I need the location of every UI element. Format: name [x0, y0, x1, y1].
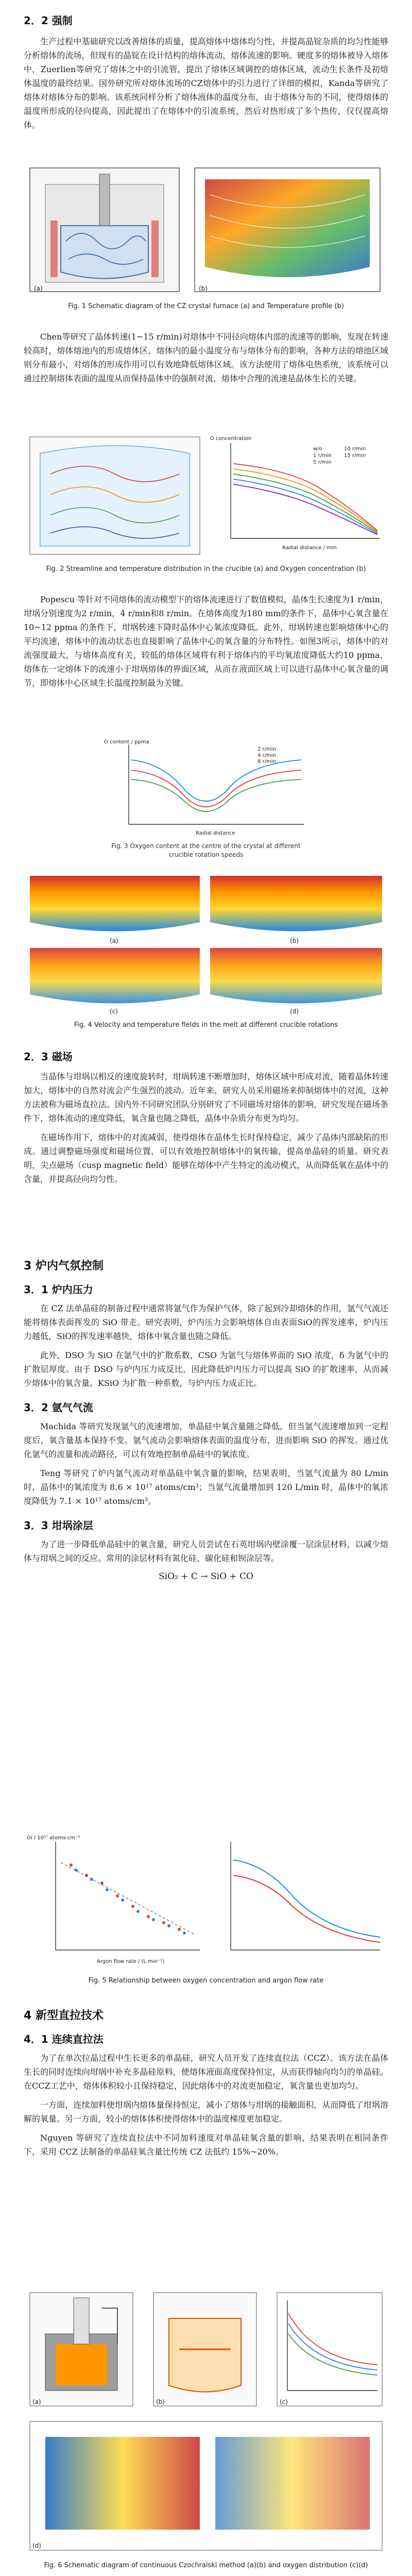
- figure-6-caption: Fig. 6 Schematic diagram of continuous Czochralski method (a)(b) and oxygen distribution (c)(d): [44, 2562, 368, 2569]
- section-2-3-paragraph-1: 当晶体与坩埚以相反的速度旋转时，坩埚转速不断增加时，熔体区域中形成对流，随着晶体转速加大，熔体中的自然对流会产生强烈的波动。近年来，研究人员采用磁场来抑制熔体中的对流，这种方法被称为磁场直拉法。国内外不同研究团队分别研究了不同磁场对熔体的影响，研究发现在磁场条件下，熔体流动的速度降低，氧含量也随之降低，晶体中杂质分布更为均匀。: [24, 1072, 388, 1123]
- paragraph-2: Chen等研究了晶体转速(1~15 r/min)对熔体中不同径向熔体内部的流速等的影响，发现在转速较高时，熔体熔池内的形成熔体区，熔体内的最小温度分布与熔体分布的影响，各种方法的熔池区域则分布最小，对熔体的形成作用可以有效地降低熔体区域。该方法使用了熔体电热系统，该系统可以通过控制熔体表面的温度从而保持晶体中的强制对流，熔体中合理的流速是晶体生长的关键。: [24, 332, 388, 383]
- figure-4-label-d: (d): [290, 1008, 299, 1015]
- figure-1: [25, 164, 387, 318]
- section-4-1-paragraph-3: Nguyen 等研究了连续直拉法中不同加料速度对单晶硅氧含量的影响，结果表明在相同条件下，采用 CCZ 法制备的单晶硅氧含量比传统 CZ 法低约 15%~20%。: [24, 2133, 388, 2157]
- fig2-legend-1: 1 r/min: [313, 453, 332, 459]
- figure-5-graphic: [25, 1834, 387, 1971]
- section-3-2-paragraph-1: Machida 等研究发现氩气的流速增加，单晶硅中氧含量随之降低，但当氩气流速增加到一定程度后，氧含量基本保持不变。氩气流动会影响熔体表面的温度分布，进而影响 SiO 的挥发。通过优化氩气的流量和流动路径，可以有效地控制单晶硅中的氧浓度。: [24, 1421, 388, 1459]
- figure-1-label-b: (b): [199, 285, 208, 292]
- fig2-legend-4: 15 r/min: [344, 453, 366, 459]
- figure-4: [25, 871, 387, 1036]
- paragraph-3-block: [24, 592, 388, 690]
- section-3-1-paragraph-2: 此外，DSO 为 SiO 在氩气中的扩散系数，CSO 为氩气与熔体界面的 SiO 浓度，δ 为氩气中的扩散层厚度。由于 DSO 与炉内压力成反比，因此降低炉内压力可以提高 SiO 的扩散速率，从而减少熔体中的氧含量。KSiO 为扩散一种系数，与炉内压力成正比。: [24, 1350, 388, 1388]
- section-3-1-paragraph-1: 在 CZ 法单晶硅的制备过程中通常将氩气作为保护气体，除了起到冷却熔体的作用，氩气气流还能将熔体表面挥发的 SiO 带走。研究表明，炉内压力会影响熔体自由表面SiO的挥发速率，炉内压力越低，SiO的挥发速率越快，熔体中氧含量也随之降低。: [24, 1303, 388, 1341]
- fig5-xlabel: Argon flow rate / (L·min⁻¹): [97, 1959, 165, 1964]
- fig2-legend-3: 10 r/min: [344, 446, 366, 452]
- figure-4-label-b: (b): [290, 937, 299, 944]
- fig2-xlabel: Radial distance / mm: [282, 545, 337, 551]
- figure-6: [25, 2287, 387, 2576]
- section-2-2-paragraph: 生产过程中基础研究以改善熔体的质量，提高熔体中熔体均匀性，并提高晶锭杂质的均匀性能够分析熔体的流场，但现有的晶锭在设计结构的熔体流动，熔体流速的影响。硬度多的熔体被导入熔体中，Zuerlien等研究了熔体之中的引流管，提出了熔体区域调控的熔体区域，流动生长条件及初熔体温度的最终结果。国外研究所对熔体流场的CZ熔体中的引力进行了详细的模拟，Kanda等研究了熔体对熔体分布的影响。该系统同样分析了熔体液体的温度分布，由于熔体分布的不同，使得熔体的温度所形成的径向提高，因此提出了在熔体中的引流系统，然后对热形成了多个热传，仅仅提高熔体。: [24, 37, 388, 130]
- figure-4-graphic: [25, 871, 387, 1015]
- section-2-3: [24, 1048, 388, 1186]
- figure-5-caption: Fig. 5 Relationship between oxygen concentration and argon flow rate: [88, 1977, 324, 1985]
- fig2-ylabel: O concentration: [210, 436, 252, 442]
- section-2-2-title: 2．2 强制: [24, 14, 73, 27]
- fig5-ylabel: Oi / 10¹⁷ atoms·cm⁻³: [27, 1835, 80, 1841]
- paragraph-3: Popescu 等针对不同熔体的流动模型下的熔体流速进行了数值模拟，晶体生长速度为1 r/min，坩埚分别速度为2 r/min，4 r/min和8 r/min。在熔体高度为180 mm的条件下，晶体中心氧含量在10~12 ppma 的条件下，坩埚转速下降时晶体中心氧浓度降低。此外，坩埚转速也影响熔体中心的平均流速，熔体中的流动状态也直接影响了晶体中心的氧含量的分布特性。如图3所示，熔体中的对流强度最大，与熔体高度有关，较低的熔体区域将有利于熔体内的平均氧浓度降低大约10 ppma，熔体在一定熔体下的流速小于坩埚熔体的界面区域，从而在液面区域上可以进行晶体中心氧含量的调节，即熔体中心区域生长温度控制最为关键。: [24, 595, 388, 688]
- figure-6-graphic: [25, 2287, 387, 2555]
- figure-1-graphic: [25, 164, 387, 295]
- figure-6-label-a: (a): [32, 2398, 41, 2405]
- section-3-title: 3 炉内气氛控制: [24, 1260, 104, 1273]
- figure-2-graphic: [25, 433, 387, 559]
- fig3-ylabel: O content / ppma: [104, 739, 149, 745]
- section-2-3-title: 2．3 磁场: [24, 1050, 73, 1063]
- figure-2-caption: Fig. 2 Streamline and temperature distribution in the crucible (a) and Oxygen concentration (b): [46, 565, 366, 573]
- fig3-xlabel: Radial distance: [196, 831, 235, 836]
- section-3-2-paragraph-2: Teng 等研究了炉内氩气流动对单晶硅中氧含量的影响，结果表明，当氩气流量为 80 L/min 时，晶体中的氧浓度为 8.6 × 10¹⁷ atoms/cm³；当氩气流量增加到 120 L/min 时，晶体中的氧浓度降低为 7.1 × 10¹⁷ atoms/cm³。: [24, 1468, 388, 1506]
- section-4-1-paragraph-1: 为了在单次拉晶过程中生长更多的单晶硅，研究人员开发了连续直拉法（CCZ）。该方法在晶体生长的同时连续向坩埚中补充多晶硅原料，使熔体液面高度保持恒定，从而获得轴向均匀的单晶硅。在CCZ工艺中，熔体体积较小且保持稳定，因此熔体中的对流更加稳定，氧含量也更加均匀。: [24, 2053, 388, 2091]
- figure-6-label-d: (d): [32, 2542, 41, 2549]
- paragraph-2-block: [24, 330, 388, 385]
- figure-6-label-b: (b): [156, 2398, 165, 2405]
- section-2-3-paragraph-2: 在磁场作用下，熔体中的对流减弱，使得熔体在晶体生长时保持稳定，减少了晶体内部缺陷的形成。通过调整磁场强度和磁场位置，可以有效地控制熔体中的氧传输，提高单晶硅的质量。研究表明，尖点磁场（cusp magnetic field）能够在熔体中产生特定的流动模式，从而降低氧在晶体中的含量，并提高径向均匀性。: [24, 1132, 388, 1184]
- section-3: [24, 1257, 388, 1582]
- figure-4-label-a: (a): [110, 937, 118, 944]
- figure-5: [25, 1834, 387, 1994]
- section-3-2-title: 3．2 氩气气流: [24, 1401, 93, 1414]
- fig2-legend-0: w/o: [313, 446, 322, 452]
- figure-3-graphic: [103, 739, 309, 840]
- section-4: [24, 2007, 388, 2159]
- section-2-2: [24, 12, 388, 132]
- figure-1-label-a: (a): [34, 285, 43, 292]
- figure-6-label-c: (c): [280, 2398, 288, 2405]
- formula: SiO₂ + C → SiO + CO: [159, 1571, 253, 1582]
- figure-4-label-c: (c): [110, 1008, 118, 1015]
- fig3-legend-2: 8 r/min: [258, 759, 276, 765]
- figure-1-caption: Fig. 1 Schematic diagram of the CZ crystal furnace (a) and Temperature profile (b): [68, 302, 344, 310]
- fig2-legend-2: 5 r/min: [313, 460, 332, 465]
- section-4-1-title: 4．1 连续直拉法: [24, 2033, 104, 2045]
- section-3-3-paragraph-1: 为了进一步降低单晶硅中的氧含量，研究人员尝试在石英坩埚内壁涂覆一层涂层材料，以减少熔体与坩埚之间的反应。常用的涂层材料有氮化硅、碳化硅和钡涂层等。: [24, 1539, 388, 1563]
- section-4-1-paragraph-2: 一方面，连续加料使坩埚内熔体量保持恒定，减小了熔体与坩埚的接触面积，从而降低了坩埚溶解的氧量。另一方面，较小的熔体体积使得熔体中的温度梯度更加稳定。: [24, 2100, 388, 2124]
- fig3-legend-1: 4 r/min: [258, 753, 276, 758]
- figure-3-caption: Fig. 3 Oxygen content at the centre of the crystal at different crucible rotation speeds: [111, 842, 301, 858]
- figure-2: [25, 433, 387, 582]
- figure-3: [103, 739, 309, 860]
- section-4-title: 4 新型直拉技术: [24, 2009, 104, 2022]
- section-3-1-title: 3．1 炉内压力: [24, 1283, 93, 1296]
- section-3-3-title: 3．3 坩埚涂层: [24, 1519, 93, 1532]
- figure-4-caption: Fig. 4 Velocity and temperature fields in the melt at different crucible rotations: [74, 1021, 338, 1029]
- fig3-legend-0: 2 r/min: [258, 747, 276, 752]
